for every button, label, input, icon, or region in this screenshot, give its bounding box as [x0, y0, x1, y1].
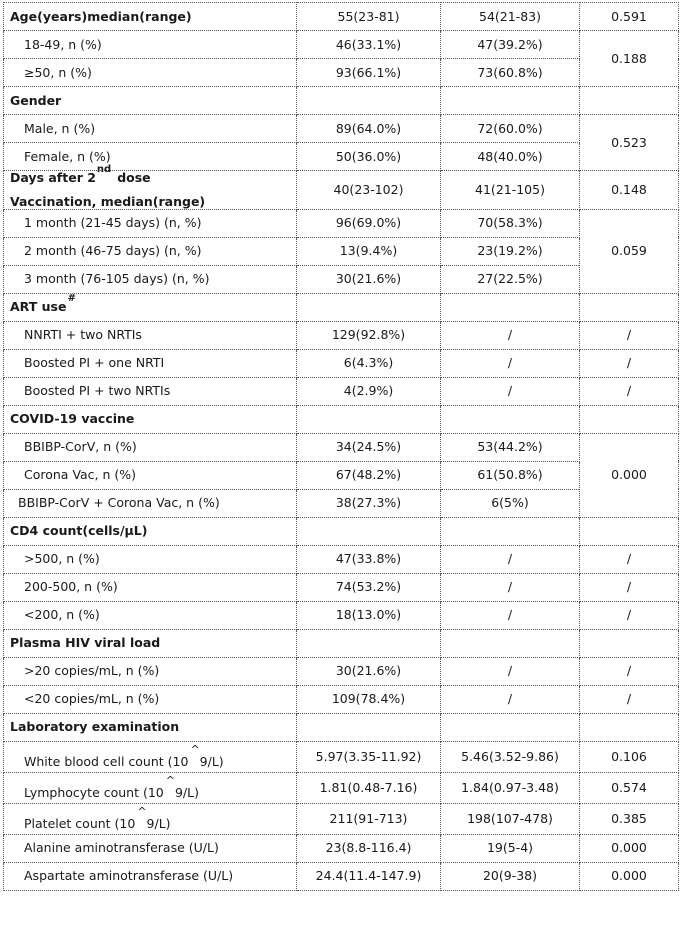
table-row	[4, 545, 679, 573]
section-heading: Age(years)median(range)	[10, 8, 192, 24]
table-row	[4, 31, 679, 59]
section-heading: COVID-19 vaccine	[10, 411, 135, 427]
exponent-caret: ^	[137, 804, 147, 818]
p-value: /	[580, 573, 679, 601]
sub-label: BBIBP-CorV, n (%)	[24, 439, 137, 455]
p-value: 0.000	[580, 834, 679, 862]
table-body	[4, 3, 679, 891]
group1-value: 46(33.1%)	[297, 31, 441, 59]
group2-value: 198(107-478)	[441, 803, 580, 834]
lab-label-a: Lymphocyte count (10	[24, 784, 164, 800]
table-row	[4, 461, 679, 489]
section-heading: Gender	[10, 92, 62, 108]
group1-value: 67(48.2%)	[297, 461, 441, 489]
sub-label: 1 month (21-45 days) (n, %)	[24, 215, 202, 231]
row-label	[4, 405, 297, 433]
row-label	[4, 657, 297, 685]
group2-value: 6(5%)	[441, 489, 580, 517]
group1-value: 50(36.0%)	[297, 143, 441, 171]
group1-value: 4(2.9%)	[297, 377, 441, 405]
group2-value: 61(50.8%)	[441, 461, 580, 489]
sub-label: 18-49, n (%)	[24, 36, 102, 52]
row-label	[4, 377, 297, 405]
p-value: 0.148	[580, 171, 679, 210]
table-row	[4, 349, 679, 377]
row-label	[4, 115, 297, 143]
table-row	[4, 862, 679, 890]
table-row	[4, 377, 679, 405]
sub-label: 2 month (46-75 days) (n, %)	[24, 243, 202, 259]
p-value	[580, 87, 679, 115]
row-label	[4, 517, 297, 545]
table-row	[4, 657, 679, 685]
group2-value: 20(9-38)	[441, 862, 580, 890]
section-heading: Laboratory examination	[10, 719, 180, 735]
table-row	[4, 573, 679, 601]
group1-value: 96(69.0%)	[297, 209, 441, 237]
group2-value: /	[441, 657, 580, 685]
group1-value: 24.4(11.4-147.9)	[297, 862, 441, 890]
ordinal-superscript: nd	[96, 164, 112, 175]
row-label	[4, 461, 297, 489]
p-value: 0.385	[580, 803, 679, 834]
lab-label-a: White blood cell count (10	[24, 753, 189, 769]
table-row	[4, 405, 679, 433]
group2-value: 23(19.2%)	[441, 237, 580, 265]
p-value	[580, 405, 679, 433]
row-label	[4, 321, 297, 349]
row-label	[4, 862, 297, 890]
p-value: /	[580, 545, 679, 573]
group1-value: 13(9.4%)	[297, 237, 441, 265]
table-row	[4, 713, 679, 741]
group2-value: 48(40.0%)	[441, 143, 580, 171]
row-label	[4, 685, 297, 713]
table-row	[4, 209, 679, 237]
group2-value: /	[441, 377, 580, 405]
sub-label: Male, n (%)	[24, 120, 96, 136]
group1-value	[297, 87, 441, 115]
section-heading: ART use	[10, 299, 67, 315]
table-row	[4, 87, 679, 115]
group2-value	[441, 405, 580, 433]
sub-label: NNRTI + two NRTIs	[24, 327, 142, 343]
group2-value: 70(58.3%)	[441, 209, 580, 237]
group2-value: /	[441, 349, 580, 377]
group1-value: 40(23-102)	[297, 171, 441, 210]
characteristics-table	[3, 2, 679, 891]
group1-value: 47(33.8%)	[297, 545, 441, 573]
table-row	[4, 3, 679, 31]
row-label	[4, 573, 297, 601]
group2-value: 27(22.5%)	[441, 265, 580, 293]
group1-value: 5.97(3.35-11.92)	[297, 741, 441, 772]
table-row	[4, 803, 679, 834]
row-label	[4, 601, 297, 629]
group2-value: 19(5-4)	[441, 834, 580, 862]
group2-value: /	[441, 685, 580, 713]
row-label	[4, 349, 297, 377]
row-label	[4, 629, 297, 657]
group1-value	[297, 713, 441, 741]
table-row	[4, 685, 679, 713]
lab-label-b: 9/L)	[174, 784, 199, 800]
sub-label: Boosted PI + one NRTI	[24, 355, 165, 371]
group2-value: /	[441, 545, 580, 573]
group1-value: 74(53.2%)	[297, 573, 441, 601]
row-label	[4, 834, 297, 862]
sub-label: BBIBP-CorV + Corona Vac, n (%)	[18, 495, 220, 511]
sub-label: <200, n (%)	[24, 607, 100, 623]
p-value	[580, 293, 679, 321]
p-value: 0.523	[580, 115, 679, 171]
table-row	[4, 59, 679, 87]
row-label	[4, 3, 297, 31]
group2-value	[441, 629, 580, 657]
p-value: 0.574	[580, 772, 679, 803]
group1-value: 109(78.4%)	[297, 685, 441, 713]
p-value: 0.000	[580, 433, 679, 517]
group1-value: 38(27.3%)	[297, 489, 441, 517]
group2-value: /	[441, 321, 580, 349]
group1-value: 34(24.5%)	[297, 433, 441, 461]
group2-value: 54(21-83)	[441, 3, 580, 31]
days-label-b: dose	[117, 170, 151, 185]
group2-value: 41(21-105)	[441, 171, 580, 210]
p-value	[580, 629, 679, 657]
group1-value	[297, 405, 441, 433]
group2-value	[441, 517, 580, 545]
group1-value: 30(21.6%)	[297, 265, 441, 293]
table-row	[4, 433, 679, 461]
group2-value	[441, 293, 580, 321]
row-label	[4, 164, 297, 210]
group2-value: 47(39.2%)	[441, 31, 580, 59]
exponent-caret: ^	[165, 773, 175, 787]
table-row	[4, 237, 679, 265]
sub-label: 200-500, n (%)	[24, 579, 118, 595]
row-label	[4, 489, 297, 517]
group1-value	[297, 293, 441, 321]
p-value: /	[580, 321, 679, 349]
p-value: 0.106	[580, 741, 679, 772]
group1-value: 211(91-713)	[297, 803, 441, 834]
row-label	[4, 433, 297, 461]
sub-label: <20 copies/mL, n (%)	[24, 691, 160, 707]
lab-label-b: 9/L)	[146, 815, 171, 831]
row-label	[4, 143, 297, 171]
p-value: /	[580, 349, 679, 377]
table-row	[4, 741, 679, 772]
table-row	[4, 489, 679, 517]
row-label	[4, 803, 297, 834]
p-value: /	[580, 601, 679, 629]
group1-value: 18(13.0%)	[297, 601, 441, 629]
section-heading: CD4 count(cells/μL)	[10, 523, 148, 539]
row-label	[4, 741, 297, 772]
lab-label-b: 9/L)	[199, 753, 224, 769]
table-row	[4, 601, 679, 629]
sub-label: Alanine aminotransferase (U/L)	[24, 840, 219, 856]
section-heading: Plasma HIV viral load	[10, 635, 161, 651]
group1-value	[297, 629, 441, 657]
group2-value: 5.46(3.52-9.86)	[441, 741, 580, 772]
p-value: 0.059	[580, 209, 679, 293]
row-label	[4, 87, 297, 115]
table-row	[4, 115, 679, 143]
group1-value: 129(92.8%)	[297, 321, 441, 349]
group2-value: /	[441, 573, 580, 601]
group2-value	[441, 713, 580, 741]
p-value: 0.591	[580, 3, 679, 31]
exponent-caret: ^	[190, 742, 200, 756]
sub-label: 3 month (76-105 days) (n, %)	[24, 271, 210, 287]
footnote-marker: #	[67, 293, 76, 305]
group1-value	[297, 517, 441, 545]
days-label-a: Days after 2	[10, 170, 96, 185]
sub-label: >500, n (%)	[24, 551, 100, 567]
sub-label: Boosted PI + two NRTIs	[24, 383, 171, 399]
row-label	[4, 545, 297, 573]
group1-value: 89(64.0%)	[297, 115, 441, 143]
group2-value: 1.84(0.97-3.48)	[441, 772, 580, 803]
p-value: 0.000	[580, 862, 679, 890]
row-label	[4, 209, 297, 237]
table-row	[4, 772, 679, 803]
row-label	[4, 237, 297, 265]
days-heading-line2: Vaccination, median(range)	[10, 194, 206, 209]
table-row	[4, 629, 679, 657]
group1-value: 30(21.6%)	[297, 657, 441, 685]
group2-value: 73(60.8%)	[441, 59, 580, 87]
p-value	[580, 517, 679, 545]
table-row	[4, 321, 679, 349]
group1-value: 55(23-81)	[297, 3, 441, 31]
p-value: 0.188	[580, 31, 679, 87]
group1-value: 6(4.3%)	[297, 349, 441, 377]
sub-label: Corona Vac, n (%)	[24, 467, 137, 483]
row-label	[4, 772, 297, 803]
p-value: /	[580, 377, 679, 405]
row-label	[4, 59, 297, 87]
table-row	[4, 293, 679, 321]
p-value	[580, 713, 679, 741]
sub-label: ≥50, n (%)	[24, 64, 92, 80]
row-label	[4, 293, 297, 321]
days-heading-line1	[10, 164, 290, 185]
row-label	[4, 31, 297, 59]
sub-label: Aspartate aminotransferase (U/L)	[24, 868, 234, 884]
group1-value: 1.81(0.48-7.16)	[297, 772, 441, 803]
lab-label-a: Platelet count (10	[24, 815, 136, 831]
group1-value: 93(66.1%)	[297, 59, 441, 87]
p-value: /	[580, 657, 679, 685]
group1-value: 23(8.8-116.4)	[297, 834, 441, 862]
row-label	[4, 713, 297, 741]
group2-value: 53(44.2%)	[441, 433, 580, 461]
group2-value: 72(60.0%)	[441, 115, 580, 143]
table-row	[4, 265, 679, 293]
group2-value	[441, 87, 580, 115]
table-row	[4, 834, 679, 862]
table-row	[4, 171, 679, 210]
group2-value: /	[441, 601, 580, 629]
table-row	[4, 517, 679, 545]
row-label	[4, 265, 297, 293]
sub-label: >20 copies/mL, n (%)	[24, 663, 160, 679]
p-value: /	[580, 685, 679, 713]
sub-label: Female, n (%)	[24, 148, 111, 164]
